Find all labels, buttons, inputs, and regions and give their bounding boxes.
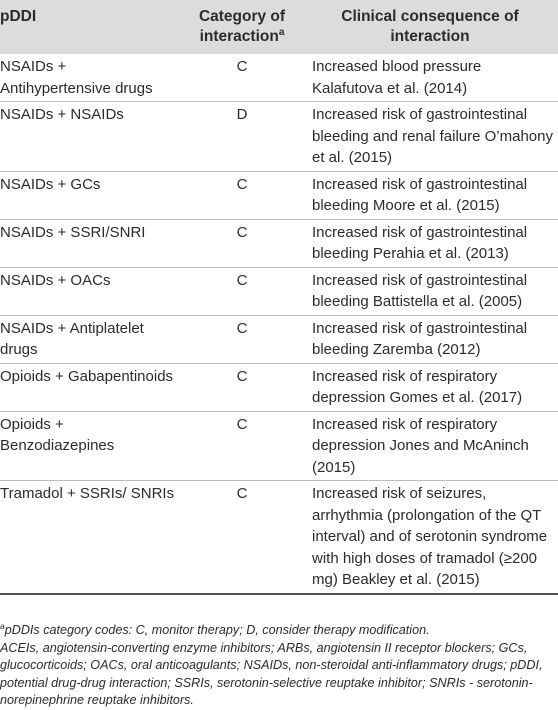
cell-pddi: Opioids + Gabapentinoids [0,367,174,385]
cell-category: C [236,415,248,433]
cell-pddi: NSAIDs + Antiplatelet drugs [0,319,144,358]
table-body [0,54,558,594]
table-row [0,171,558,219]
cell-consequence: Increased blood pressure Kalafutova et al. (2014) [312,58,482,97]
table-row [0,481,558,594]
header-row [0,0,558,54]
footnote-category-codes-text: pDDIs category codes: C, monitor therapy; D, consider therapy modification. [4,623,430,637]
header-category-footnote-marker: a [278,26,285,38]
cell-category: C [236,223,248,241]
cell-pddi: NSAIDs + SSRI/SNRI [0,223,146,241]
cell-category: C [236,485,248,502]
cell-consequence: Increased risk of respiratory depression Jones and McAninch (2015) [312,415,529,476]
cell-category: C [236,367,248,385]
table-header [0,0,558,54]
cell-category: D [236,106,248,123]
cell-category: C [236,319,248,337]
cell-category: C [236,58,248,75]
cell-consequence: Increased risk of gastrointestinal bleeding and renal failure O’mahony et al. (2015) [312,106,553,166]
cell-consequence: Increased risk of seizures, arrhythmia (prolongation of the QT interval) and of serotonin syndrome with high doses of tramadol (≥200 mg) Beakley et al. (2015) [312,485,548,588]
cell-pddi: NSAIDs + OACs [0,271,111,289]
cell-consequence: Increased risk of respiratory depression Gomes et al. (2017) [312,367,523,406]
table-row [0,219,558,267]
cell-pddi: NSAIDs + Antihypertensive drugs [0,58,153,97]
cell-consequence: Increased risk of gastrointestinal bleeding Perahia et al. (2013) [312,223,528,262]
table-row [0,315,558,363]
cell-pddi: NSAIDs + GCs [0,175,101,193]
header-category-label: Category of interaction [198,8,286,45]
table-footnotes [0,622,556,710]
cell-pddi: Tramadol + SSRIs/ SNRIs [0,485,175,502]
footnote-abbreviations: ACEIs, angiotensin-converting enzyme inhibitors; ARBs, angiotensin II receptor blockers; GCs, glucocorticoids; OACs, oral anticoagulants; NSAIDs, non-steroidal anti-inflammatory drugs; pDDI, potential drug-drug interaction; SSRIs, serotonin-selective reuptake inhibitor; SNRIs - serotonin-norepinephrine reuptake inhibitors. [0,640,543,708]
table-row [0,411,558,481]
table-row [0,102,558,172]
footnote-marker: a [0,620,5,631]
cell-consequence: Increased risk of gastrointestinal bleeding Battistella et al. (2005) [312,271,528,310]
header-consequence: Clinical consequence of interaction [341,8,519,45]
cell-category: C [236,175,248,193]
header-category [182,0,302,54]
cell-consequence: Increased risk of gastrointestinal bleeding Zaremba (2012) [312,319,528,358]
cell-category: C [236,271,248,289]
table-row [0,363,558,411]
cell-pddi: Opioids + Benzodiazepines [0,415,115,454]
table-row [0,267,558,315]
header-pddi: pDDI [0,8,37,25]
cell-pddi: NSAIDs + NSAIDs [0,106,124,123]
cell-consequence: Increased risk of gastrointestinal bleeding Moore et al. (2015) [312,175,528,214]
table-row [0,54,558,102]
footnote-category-codes [0,622,556,640]
